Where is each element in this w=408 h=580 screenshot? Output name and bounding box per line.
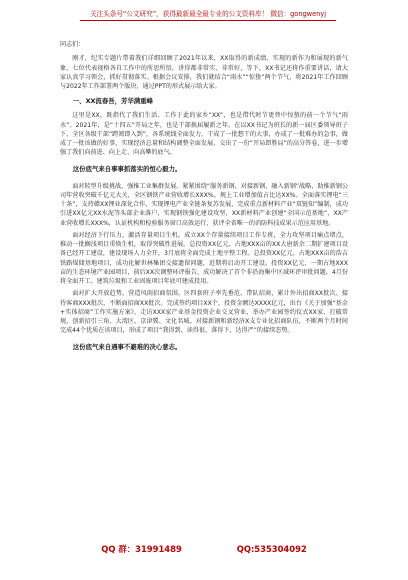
footer-contact <box>0 543 408 555</box>
paragraph-list <box>60 54 348 351</box>
footer-qq-number: QQ:535304092 <box>236 544 307 554</box>
subsection-heading: 这份底气来自事事抓落实的恒心毅力。 <box>72 164 182 173</box>
greeting: 同志们： <box>60 41 85 48</box>
body-paragraph: 刚才，纪实专题片带着我们详细回顾了2021年以来，XX取得的新成绩、实现的新作为和展现的新气象，七位代表视格各自工作中的所思所悟，讲得都非常实、非常好，等下，XX书记还将作重要讲话，请大家认真学习领会，抓好贯彻落实。根据会议安排，我们就结合“雨水”“惊蛰”两个节气，将2021年工作回顾与2022年工作部署两个版块，通过PPT的形式展示给大家。 <box>60 55 348 90</box>
section-heading: 一、XX流春吾，芳华满重峰 <box>72 97 153 106</box>
footer-qq-group: QQ 群：31991489 <box>101 544 182 554</box>
subsection-heading: 这份底气来自遇事不避难的决心意志。 <box>72 342 182 351</box>
document-body <box>60 40 348 360</box>
body-paragraph: 面对扩大开放趋势，营造风雨招商氛围。区四套班子率先垂范、带队招商，累计外出招商XX批次、接待客商XXX批次，不断面招商XX批次。完成签约项目XX个、投资金额达XXXX亿元，出台《关于加强“基金+实体招商”工作实施方案》，走访XXX家产业基金投资企业交叉营业，举办产业园签约仪式XX家，打破常规，创新招引三角、大湾区、京津冀、文化名城。对接新钢和新经济X支专业化招商队伍，不断两个月时间完成44个优质在该项目，形成了项目“我得到、读得很、落得下、达得严”的接续态势。 <box>60 290 348 335</box>
body-paragraph: 面对转型升级挑战，强推工业集群发展。紧紧围绕“服务新钢、对接新钢、融入新钢”战略，助推新钢公司年营收突破千亿元大关，全区钢铁产业营收增长XXX%。规上工业增加值占比达XX%。全面落实锂电“三十条”，支持赣XX锂业深化合作，实现锂电产业全链条复苏发展，完成重点新材料产业“双链知”编制，成功引进XX亿元XX水泥等头部企业落户，实现钢铁强化建设攻坚，XX新材料产业创建“全国示范基地”，XX产业营收增长XXX%，认证机构和检验服务窗口高效运行，获评全省唯一的消防科技成果示范应用基地。 <box>60 182 348 227</box>
body-paragraph: 这里是XX，既指代了我们生活、工作于此的家乡“XX”，也是借代时节更替中惊蛰的前一个节气“雨水”。2021年，是“十四五”开局之年，也是干部换届履新之年。在以XX书记为班长的新一届区委领导班子下，全区各级干部“跨阅即入到”，各系统线全面发力，干成了一批想干的大事，办成了一批难办的急事，做成了一批该做的好事，实现经济总量和结构调整全面发展，交出了一份“开局即胜局”的高分答卷，进一步增强了我们向前进、向上走、向高攀的底气。 <box>60 112 348 157</box>
header-banner: 关注头条号“公文研究”，获得最新最全最专业的公文资料库！ 微信：gongwenyj <box>80 10 336 21</box>
body-paragraph: 面对经济下行压力，激活存量项目生机。成立XX个存量接续项目工作专班，全力攻坚项目痛点堵点，推动一批搁浅项目重焕生机，取得突破性进展。总投资XX亿元、占地XXX亩的XX大唐新余二期扩建项目设备已经开工建设，建设现场人力全开，3月底将全面完成土地平整工程。总投资XX亿元、占地XXX亩的浩吉铁路煤储基地项目，成功化解世林集团交接遗留问题，近期将启动开工建设。投资XX亿元、一期占地XXX亩的生态环境产业园项目，前后XX次调整环评报告，成功解决了首个非沿海集中区域环评审批问题，4月份将全面开工。建筑垃圾和工业固废项目年底可建成投用。 <box>60 231 348 285</box>
